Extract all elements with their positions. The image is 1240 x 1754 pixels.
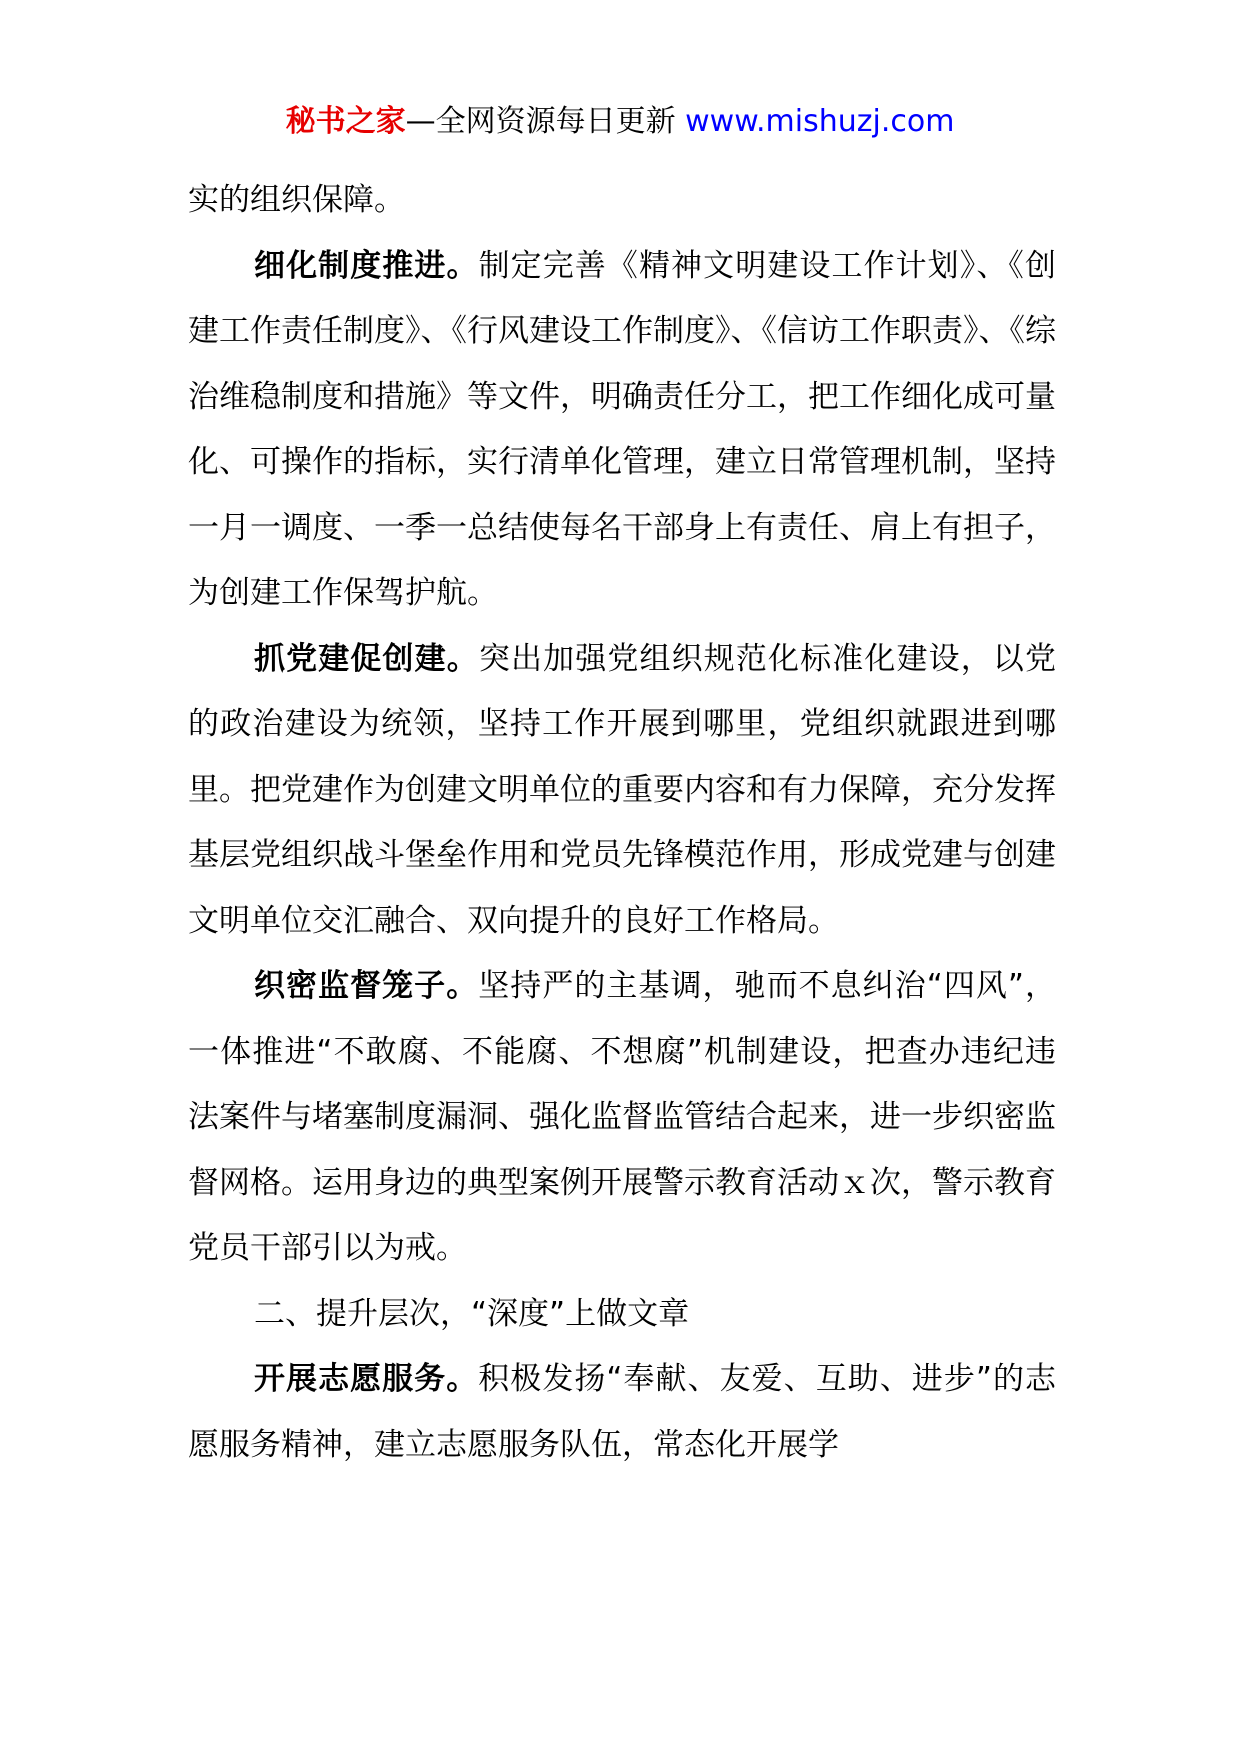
paragraph-party-building bbox=[188, 627, 1056, 955]
paragraph-text: 坚持严的主基调，驰而不息纠治“四风”，一体推进“不敢腐、不能腐、不想腐”机制建设，把查办违纪违法案件与堵塞制度漏洞、强化监督监管结合起来，进一步织密监督网格。运用身边的典型案例开展警示教育活动ｘ次，警示教育党员干部引以为戒。 bbox=[188, 968, 1056, 1266]
paragraph-refine-system bbox=[188, 234, 1056, 627]
paragraph-lead: 细化制度推进。 bbox=[254, 247, 479, 284]
paragraph-supervision bbox=[188, 954, 1056, 1282]
site-tagline: —全网资源每日更新 bbox=[405, 104, 686, 139]
paragraph-continuation bbox=[188, 168, 1056, 234]
site-brand: 秘书之家 bbox=[285, 104, 406, 139]
paragraph-text: 积极发扬“奉献、友爱、互助、进步”的志愿服务精神，建立志愿服务队伍，常态化开展学 bbox=[188, 1361, 1056, 1463]
paragraph-text: 制定完善《精神文明建设工作计划》、《创建工作责任制度》、《行风建设工作制度》、《信访工作职责》、《综治维稳制度和措施》等文件，明确责任分工，把工作细化成可量化、可操作的指标，实行清单化管理，建立日常管理机制，坚持一月一调度、一季一总结使每名干部身上有责任、肩上有担子，为创建工作保驾护航。 bbox=[188, 247, 1057, 611]
section-heading-text: 二、提升层次，“深度”上做文章 bbox=[254, 1295, 690, 1332]
paragraph-volunteer bbox=[188, 1347, 1056, 1478]
document-body bbox=[188, 168, 1056, 1478]
paragraph-lead: 抓党建促创建。 bbox=[254, 640, 479, 677]
site-url[interactable]: www.mishuzj.com bbox=[685, 104, 955, 139]
paragraph-lead: 开展志愿服务。 bbox=[254, 1361, 479, 1397]
site-header bbox=[0, 102, 1240, 142]
section-heading bbox=[188, 1282, 1056, 1348]
paragraph-text: 突出加强党组织规范化标准化建设，以党的政治建设为统领，坚持工作开展到哪里，党组织就跟进到哪里。把党建作为创建文明单位的重要内容和有力保障，充分发挥基层党组织战斗堡垒作用和党员先锋模范作用，形成党建与创建文明单位交汇融合、双向提升的良好工作格局。 bbox=[188, 640, 1056, 939]
paragraph-lead: 织密监督笼子。 bbox=[254, 968, 479, 1004]
paragraph-text: 实的组织保障。 bbox=[188, 182, 405, 218]
